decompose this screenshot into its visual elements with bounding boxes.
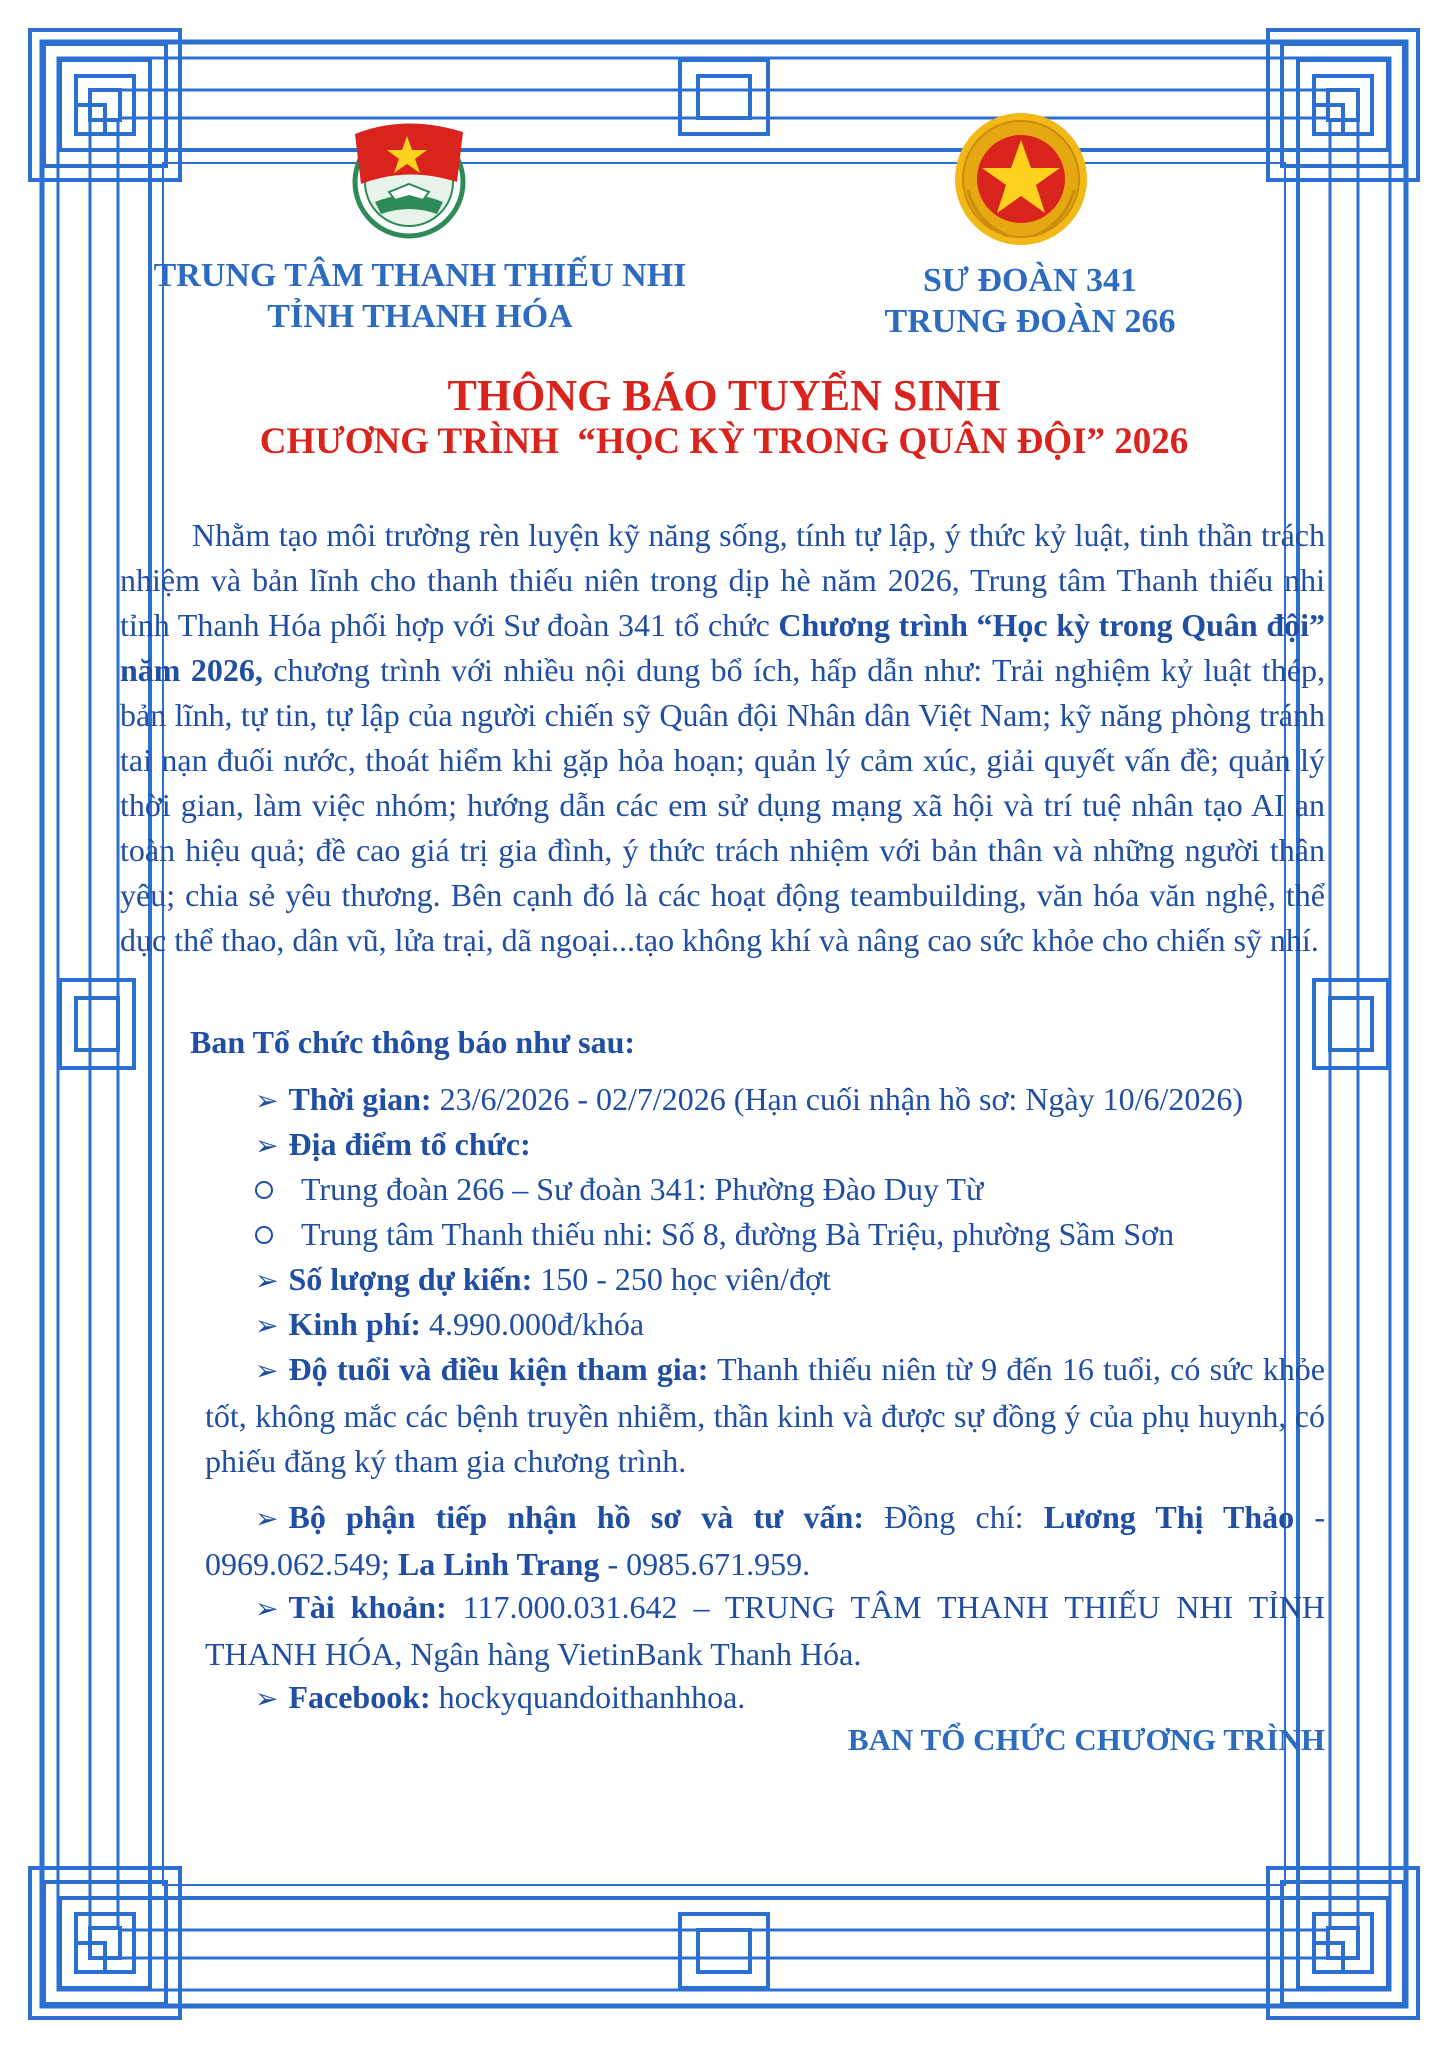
contact-pre: Đồng chí: [864, 1499, 1044, 1535]
age-value: Thanh thiếu niên từ 9 đến 16 tuổi, có sức khỏe tốt, không mắc các bệnh truyền nhiễm, thần kinh và được sự đồng ý của phụ huynh, có phiếu đăng ký tham gia chương trình. [205, 1351, 1326, 1479]
account-value: 117.000.031.642 – TRUNG TÂM THANH THIẾU NHI TỈNH THANH HÓA, Ngân hàng VietinBank Thanh Hóa. [205, 1589, 1326, 1672]
intro-text-part2: chương trình với nhiều nội dung bổ ích, hấp dẫn như: Trải nghiệm kỷ luật thép, bản lĩnh, tự tin, tự lập của người chiến sỹ Quân đội Nhân dân Việt Nam; kỹ năng phòng tránh tai nạn đuối nước, thoát hiểm khi gặp hỏa hoạn; quản lý cảm xúc, giải quyết vấn đề; quản lý thời gian, làm việc nhóm; hướng dẫn các em sử dụng mạng xã hội và trí tuệ nhân tạo AI an toàn hiệu quả; đề cao giá trị gia đình, ý thức trách nhiệm với bản thân và những người thân yêu; chia sẻ yêu thương. Bên cạnh đó là các hoạt động teambuilding, văn hóa văn nghệ, thể dục thể thao, dân vũ, lửa trại, dã ngoại...tạo không khí và nâng cao sức khỏe cho chiến sỹ nhí. [120, 652, 1326, 958]
facebook-label: Facebook: [288, 1679, 431, 1715]
contact-name-2: La Linh Trang [397, 1546, 600, 1582]
fee-label: Kinh phí: [288, 1306, 421, 1342]
arrow-bullet-icon: ➢ [255, 1684, 279, 1715]
age-label: Độ tuổi và điều kiện tham gia: [288, 1351, 709, 1387]
header-left [140, 255, 700, 337]
item-fee [255, 1302, 644, 1349]
quantity-value: 150 - 250 học viên/đợt [532, 1261, 831, 1297]
notice-heading-text: Ban Tổ chức thông báo như sau: [190, 1024, 636, 1060]
venue-label: Địa điểm tổ chức: [288, 1126, 531, 1162]
notice-title: THÔNG BÁO TUYỂN SINH [447, 371, 1001, 420]
facebook-value: hockyquandoithanhhoa. [430, 1679, 746, 1715]
item-quantity [255, 1257, 831, 1304]
contact-name-1: Lương Thị Thảo [1043, 1499, 1295, 1535]
venue2-text: Trung tâm Thanh thiếu nhi: Số 8, đường Bà Triệu, phường Sầm Sơn [301, 1216, 1175, 1252]
arrow-bullet-icon: ➢ [255, 1131, 279, 1162]
circle-bullet-icon [255, 1181, 273, 1199]
header-left-line1: TRUNG TÂM THANH THIẾU NHI [153, 257, 687, 294]
quantity-label: Số lượng dự kiến: [288, 1261, 533, 1297]
intro-paragraph [120, 513, 1325, 963]
fee-value: 4.990.000đ/khóa [420, 1306, 645, 1342]
intro-text-part1: Nhằm tạo môi trường rèn luyện kỹ năng sống, tính tự lập, ý thức kỷ luật, tinh thần trách nhiệm và bản lĩnh cho thanh thiếu niên trong dịp hè năm 2026, Trung tâm Thanh thiếu nhi tỉnh Thanh Hóa phối hợp với Sư đoàn 341 tổ chức [120, 517, 1325, 643]
arrow-bullet-icon: ➢ [255, 1356, 279, 1387]
intro-program-name: Chương trình “Học kỳ trong Quân đội” năm 2026, [120, 607, 1326, 688]
youth-union-logo [345, 112, 473, 242]
account-label: Tài khoản: [288, 1589, 447, 1625]
item-time [255, 1077, 1243, 1124]
venue-item-2 [255, 1212, 1174, 1257]
time-value: 23/6/2026 - 02/7/2026 (Hạn cuối nhận hồ sơ: Ngày 10/6/2026) [431, 1081, 1244, 1117]
arrow-bullet-icon: ➢ [255, 1504, 279, 1535]
contact-phone-2: - 0985.671.959. [599, 1546, 811, 1582]
notice-heading [190, 1020, 635, 1065]
header-right-line2: TRUNG ĐOÀN 266 [884, 303, 1176, 340]
arrow-bullet-icon: ➢ [255, 1594, 279, 1625]
header-right-line1: SƯ ĐOÀN 341 [922, 262, 1138, 299]
venue-item-1 [255, 1167, 983, 1212]
circle-bullet-icon [255, 1226, 273, 1244]
item-contact [205, 1495, 1325, 1587]
header-right [820, 260, 1240, 342]
venue1-text: Trung đoàn 266 – Sư đoàn 341: Phường Đào Duy Từ [301, 1171, 984, 1207]
arrow-bullet-icon: ➢ [255, 1086, 279, 1117]
contact-label: Bộ phận tiếp nhận hồ sơ và tư vấn: [288, 1499, 864, 1535]
army-emblem [952, 110, 1090, 248]
header-left-line2: TỈNH THANH HÓA [267, 298, 573, 335]
item-age [205, 1347, 1325, 1484]
organizer-signature: BAN TỔ CHỨC CHƯƠNG TRÌNH [847, 1722, 1325, 1757]
arrow-bullet-icon: ➢ [255, 1266, 279, 1297]
time-label: Thời gian: [288, 1081, 432, 1117]
program-subtitle: CHƯƠNG TRÌNH “HỌC KỲ TRONG QUÂN ĐỘI” 2026 [259, 421, 1189, 462]
contact-phone-1: - 0969.062.549; [205, 1499, 1326, 1582]
arrow-bullet-icon: ➢ [255, 1311, 279, 1342]
item-facebook [255, 1675, 745, 1722]
item-account [205, 1585, 1325, 1677]
item-venue [255, 1122, 531, 1169]
